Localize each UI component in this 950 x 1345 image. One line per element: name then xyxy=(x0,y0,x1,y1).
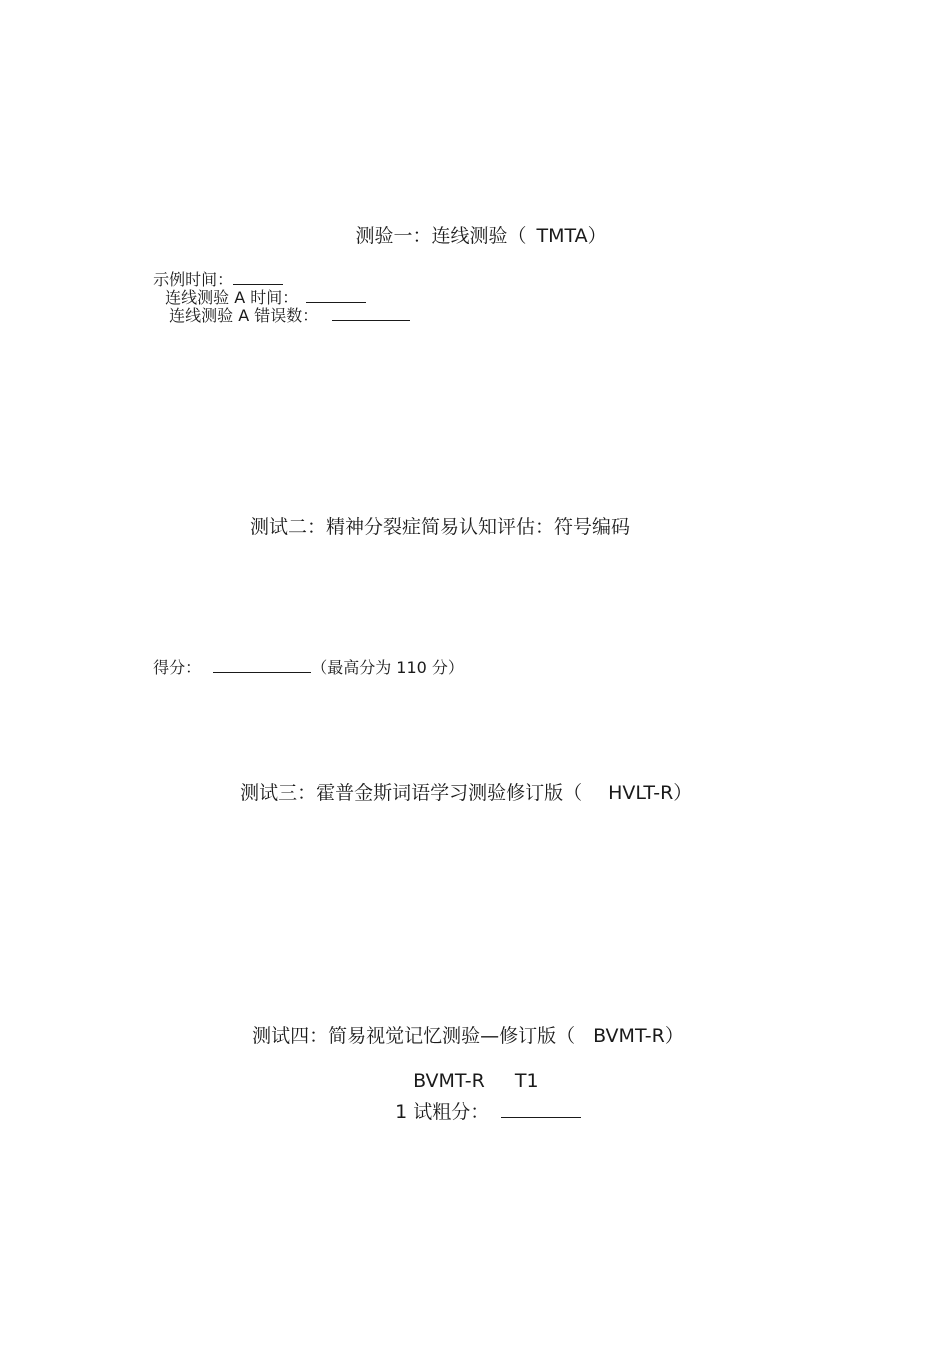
example-time-label: 示例时间： xyxy=(153,270,234,289)
test3-title-code: HVLT-R） xyxy=(608,782,693,804)
test1-title xyxy=(0,208,950,246)
test3-title xyxy=(228,765,692,803)
example-time-blank[interactable] xyxy=(233,270,283,285)
test1-fields-row xyxy=(143,254,410,324)
trial1-blank[interactable] xyxy=(501,1101,581,1118)
test4-title xyxy=(240,1008,684,1046)
bvmt-code: BVMT-R xyxy=(413,1070,485,1092)
trial1-label: 1 试粗分： xyxy=(395,1101,490,1123)
tmta-time-label: 连线测验 A 时间： xyxy=(165,288,299,307)
test2-title: 测试二：精神分裂症简易认知评估：符号编码 xyxy=(250,516,631,538)
tmta-errors-label: 连线测验 A 错误数： xyxy=(169,306,319,325)
test3-title-prefix: 测试三：霍普金斯词语学习测验修订版（ xyxy=(240,782,583,804)
score-note: （最高分为 110 分） xyxy=(311,658,464,677)
test1-title-code: TMTA） xyxy=(536,225,607,247)
test2-score-row xyxy=(143,642,464,676)
tmta-time-blank[interactable] xyxy=(306,288,366,303)
bvmt-trial: T1 xyxy=(514,1070,539,1092)
test1-title-prefix: 测验一：连线测验（ xyxy=(355,225,527,247)
score-label: 得分： xyxy=(153,658,202,677)
test4-title-prefix: 测试四：简易视觉记忆测验—修订版（ xyxy=(252,1025,576,1047)
trial1-row xyxy=(383,1082,581,1122)
test4-title-code: BVMT-R） xyxy=(593,1025,684,1047)
score-blank[interactable] xyxy=(213,658,311,673)
tmta-errors-blank[interactable] xyxy=(332,306,410,321)
